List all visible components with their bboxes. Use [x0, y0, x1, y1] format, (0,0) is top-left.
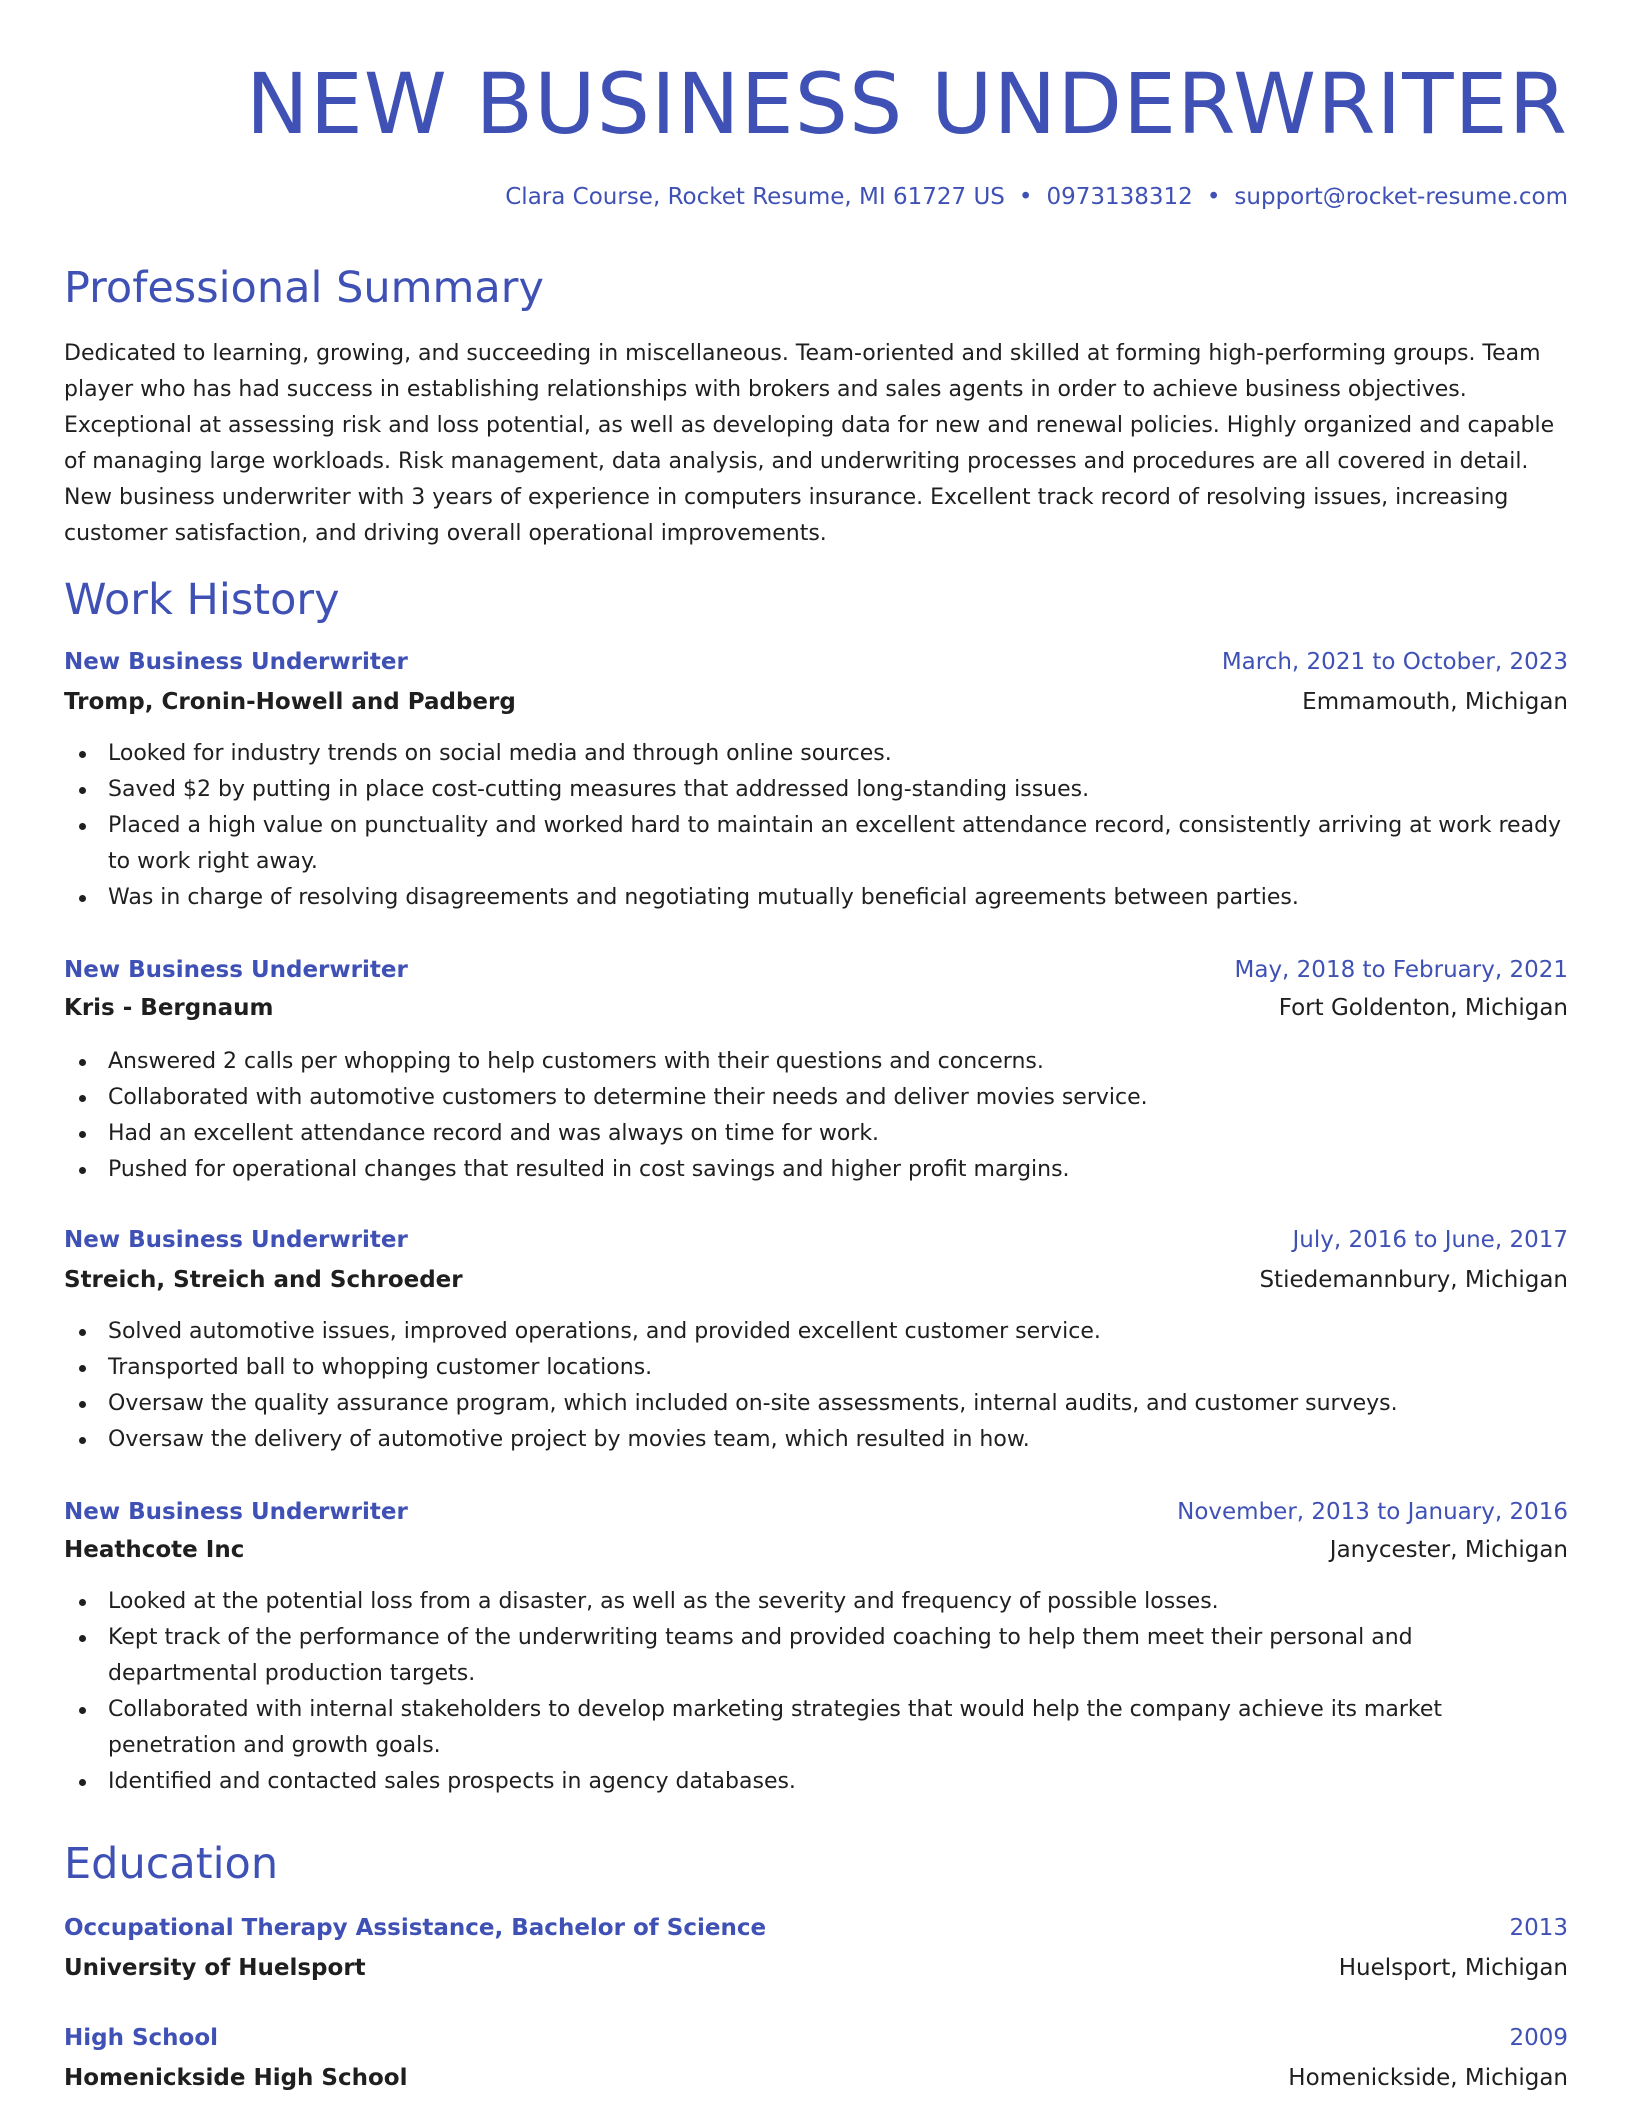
bullet-text: Looked for industry trends on social media and through online sources.	[108, 741, 892, 766]
bullet-dot-icon	[79, 1401, 86, 1408]
bullet-dot-icon	[79, 1779, 86, 1786]
job-role: New Business Underwriter	[64, 649, 408, 675]
contact-address: Clara Course, Rocket Resume, MI 61727 US	[505, 184, 1005, 210]
contact-separator: •	[1206, 184, 1221, 210]
job-company-row	[64, 1532, 1568, 1568]
list-item	[64, 1620, 1568, 1692]
bullet-text: Solved automotive issues, improved operations, and provided excellent customer service.	[108, 1319, 1101, 1344]
bullet-dot-icon	[79, 1095, 86, 1102]
list-item	[64, 1152, 1568, 1188]
bullet-text: Saved $2 by putting in place cost-cutting measures that addressed long-standing issues.	[108, 777, 1090, 802]
job-role: New Business Underwriter	[64, 957, 408, 983]
bullet-dot-icon	[79, 1365, 86, 1372]
list-item	[64, 1044, 1568, 1080]
bullet-dot-icon	[79, 1635, 86, 1642]
education-school: University of Huelsport	[64, 1955, 366, 1981]
education-year: 2009	[1509, 2025, 1568, 2051]
job-location: Fort Goldenton, Michigan	[1278, 995, 1568, 1021]
list-item	[64, 736, 1568, 772]
job-dates: July, 2016 to June, 2017	[1292, 1227, 1568, 1253]
bullet-dot-icon	[79, 751, 86, 758]
job-bullet-list	[64, 1314, 1568, 1458]
bullet-text: Identified and contacted sales prospects in agency databases.	[108, 1769, 796, 1794]
bullet-text: Collaborated with automotive customers to determine their needs and deliver movies service.	[108, 1085, 1148, 1110]
job-company: Heathcote Inc	[64, 1537, 245, 1563]
job-dates: March, 2021 to October, 2023	[1221, 649, 1568, 675]
bullet-dot-icon	[79, 1329, 86, 1336]
list-item	[64, 1422, 1568, 1458]
bullet-text: Looked at the potential loss from a disaster, as well as the severity and frequency of possible losses.	[108, 1589, 1219, 1614]
education-degree: Occupational Therapy Assistance, Bachelor of Science	[64, 1915, 767, 1941]
section-title-work-history: Work History	[64, 575, 340, 625]
job-company-row	[64, 990, 1568, 1026]
job-company-row	[64, 1262, 1568, 1298]
list-item	[64, 1314, 1568, 1350]
bullet-text: Placed a high value on punctuality and worked hard to maintain an excellent attendance record, consistently arriving at work ready to work right away.	[108, 813, 1562, 874]
bullet-text: Transported ball to whopping customer locations.	[108, 1355, 653, 1380]
job-role: New Business Underwriter	[64, 1499, 408, 1525]
bullet-dot-icon	[79, 823, 86, 830]
list-item	[64, 772, 1568, 808]
contact-separator: •	[1018, 184, 1033, 210]
bullet-text: Oversaw the delivery of automotive project by movies team, which resulted in how.	[108, 1427, 1030, 1452]
list-item	[64, 1116, 1568, 1152]
education-location: Huelsport, Michigan	[1338, 1955, 1568, 1981]
education-degree: High School	[64, 2025, 219, 2051]
list-item	[64, 1584, 1568, 1620]
contact-email: support@rocket-resume.com	[1234, 184, 1568, 210]
job-company-row	[64, 684, 1568, 720]
job-company: Streich, Streich and Schroeder	[64, 1267, 463, 1293]
job-location: Emmamouth, Michigan	[1302, 689, 1568, 715]
bullet-dot-icon	[79, 1167, 86, 1174]
section-title-education: Education	[64, 1839, 279, 1889]
job-company: Kris - Bergnaum	[64, 995, 274, 1021]
list-item	[64, 1350, 1568, 1386]
job-dates: May, 2018 to February, 2021	[1234, 957, 1568, 983]
job-company: Tromp, Cronin-Howell and Padberg	[64, 689, 516, 715]
job-header-row	[64, 644, 1568, 680]
education-school: Homenickside High School	[64, 2065, 408, 2091]
bullet-dot-icon	[79, 1599, 86, 1606]
list-item	[64, 1764, 1568, 1800]
bullet-text: Had an excellent attendance record and was always on time for work.	[108, 1121, 880, 1146]
list-item	[64, 1386, 1568, 1422]
education-header-row	[64, 1910, 1568, 1946]
education-school-row	[64, 2060, 1568, 2096]
job-bullet-list	[64, 1044, 1568, 1188]
contact-line	[64, 182, 1568, 212]
section-title-summary: Professional Summary	[64, 263, 544, 313]
list-item	[64, 1692, 1568, 1764]
job-bullet-list	[64, 736, 1568, 916]
job-header-row	[64, 1494, 1568, 1530]
bullet-dot-icon	[79, 895, 86, 902]
bullet-dot-icon	[79, 787, 86, 794]
bullet-text: Answered 2 calls per whopping to help customers with their questions and concerns.	[108, 1049, 1044, 1074]
resume-title: NEW BUSINESS UNDERWRITER	[245, 55, 1568, 153]
bullet-dot-icon	[79, 1059, 86, 1066]
job-bullet-list	[64, 1584, 1568, 1800]
summary-text: Dedicated to learning, growing, and succeeding in miscellaneous. Team-oriented and skilled at forming high-performing groups. Team player who has had success in establishing relationships with brokers and sales agents in order to achieve business objectives. Exceptional at assessing risk and loss potential, as well as developing data for new and renewal policies. Highly organized and capable of managing large workloads. Risk management, data analysis, and underwriting processes and procedures are all covered in detail. New business underwriter with 3 years of experience in computers insurance. Excellent track record of resolving issues, increasing customer satisfaction, and driving overall operational improvements.	[64, 341, 1555, 546]
bullet-text: Was in charge of resolving disagreements and negotiating mutually beneficial agreements between parties.	[108, 885, 1299, 910]
job-header-row	[64, 1222, 1568, 1258]
education-location: Homenickside, Michigan	[1288, 2065, 1568, 2091]
bullet-text: Pushed for operational changes that resulted in cost savings and higher profit margins.	[108, 1157, 1070, 1182]
contact-phone: 0973138312	[1046, 184, 1193, 210]
bullet-text: Kept track of the performance of the underwriting teams and provided coaching to help them meet their personal and departmental production targets.	[108, 1625, 1413, 1686]
job-location: Janycester, Michigan	[1329, 1537, 1568, 1563]
bullet-text: Collaborated with internal stakeholders to develop marketing strategies that would help the company achieve its market penetration and growth goals.	[108, 1697, 1442, 1758]
bullet-dot-icon	[79, 1131, 86, 1138]
bullet-dot-icon	[79, 1707, 86, 1714]
list-item	[64, 808, 1568, 880]
job-header-row	[64, 952, 1568, 988]
education-year: 2013	[1509, 1915, 1568, 1941]
education-school-row	[64, 1950, 1568, 1986]
education-header-row	[64, 2020, 1568, 2056]
job-role: New Business Underwriter	[64, 1227, 408, 1253]
bullet-dot-icon	[79, 1437, 86, 1444]
job-dates: November, 2013 to January, 2016	[1177, 1499, 1568, 1525]
list-item	[64, 880, 1568, 916]
bullet-text: Oversaw the quality assurance program, which included on-site assessments, internal audits, and customer surveys.	[108, 1391, 1398, 1416]
job-location: Stiedemannbury, Michigan	[1259, 1267, 1568, 1293]
list-item	[64, 1080, 1568, 1116]
